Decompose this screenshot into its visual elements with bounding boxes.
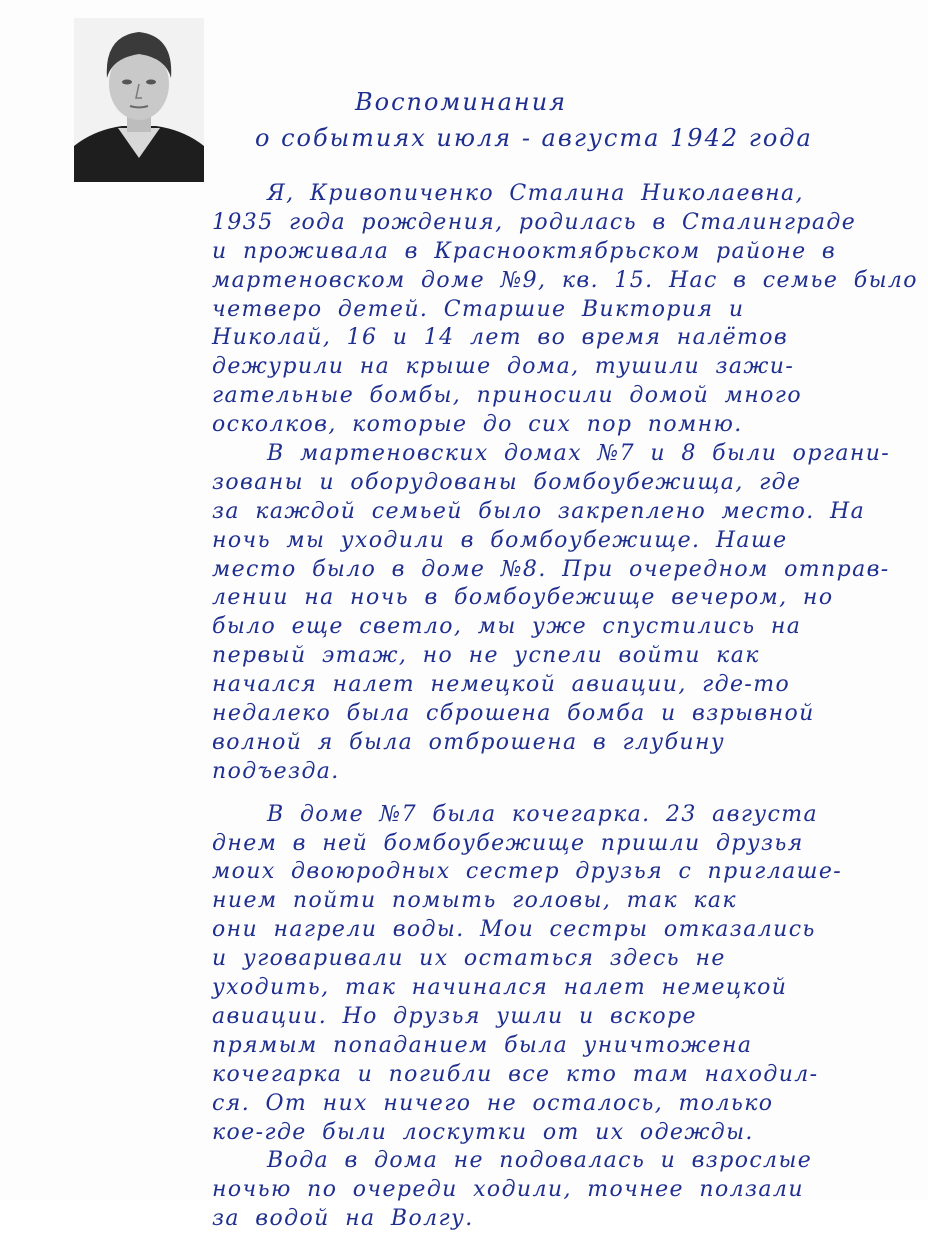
text-line: кочегарка и погибли все кто там находил- xyxy=(212,1061,819,1087)
text-line: мартеновском доме №9, кв. 15. Нас в семье было xyxy=(212,267,918,293)
text-line: они нагрели воды. Мои сестры отказались xyxy=(212,917,816,943)
text-line: подъезда. xyxy=(212,758,340,784)
text-line: ночь мы уходили в бомбоубежище. Наше xyxy=(212,527,788,553)
text-line: 1935 года рождения, родилась в Сталинграде xyxy=(212,209,857,235)
text-line: авиации. Но друзья ушли и вскоре xyxy=(212,1003,697,1029)
text-line: первый этаж, но не успели войти как xyxy=(212,643,760,669)
text-line: днем в ней бомбоубежище пришли друзья xyxy=(212,830,804,856)
text-line: и уговаривали их остаться здесь не xyxy=(212,946,726,972)
text-line: Николай, 16 и 14 лет во время налётов xyxy=(212,325,789,351)
letter-title: Воспоминания xyxy=(355,88,568,116)
text-line: уходить, так начинался налет немецкой xyxy=(212,975,788,1001)
text-line: прямым попаданием была уничтожена xyxy=(212,1032,753,1058)
text-line: за водой на Волгу. xyxy=(212,1206,474,1232)
text-line: ся. От них ничего не осталось, только xyxy=(212,1090,774,1116)
paragraph-gap xyxy=(212,787,892,801)
letter-subtitle: о событиях июля - августа 1942 года xyxy=(255,124,813,152)
text-line: дежурили на крыше дома, тушили зажи- xyxy=(212,354,795,380)
text-line: осколков, которые до сих пор помню. xyxy=(212,412,743,438)
text-line: Я, Кривопиченко Сталина Николаевна, xyxy=(267,181,804,206)
text-line: нием пойти помыть головы, так как xyxy=(212,888,737,914)
text-line: и проживала в Краснооктябрьском районе в xyxy=(212,238,837,264)
handwritten-body xyxy=(212,180,918,1234)
text-line: В доме №7 была кочегарка. 23 августа xyxy=(267,801,819,827)
text-line: недалеко была сброшена бомба и взрывной xyxy=(212,701,815,727)
text-line: Вода в дома не подовалась и взрослые xyxy=(267,1148,813,1174)
text-line: кое-где были лоскутки от их одежды. xyxy=(212,1119,754,1145)
text-line: моих двоюродных сестер друзья с приглаше- xyxy=(212,859,843,885)
text-line: зованы и оборудованы бомбоубежища, где xyxy=(212,469,802,495)
text-line: место было в доме №8. При очередном отправ- xyxy=(212,556,890,582)
text-line: лении на ночь в бомбоубежище вечером, но xyxy=(212,585,834,611)
text-line: было еще светло, мы уже спустились на xyxy=(212,614,802,640)
text-line: волной я была отброшена в глубину xyxy=(212,729,726,755)
portrait-photo xyxy=(74,18,204,182)
text-line: В мартеновских домах №7 и 8 были органи- xyxy=(267,441,891,467)
text-line: гательные бомбы, приносили домой много xyxy=(212,383,802,409)
text-line: начался налет немецкой авиации, где-то xyxy=(212,672,791,698)
text-line: ночью по очереди ходили, точнее ползали xyxy=(212,1177,804,1203)
text-line: четверо детей. Старшие Виктория и xyxy=(212,296,745,322)
text-line: за каждой семьей было закреплено место. На xyxy=(212,498,866,524)
